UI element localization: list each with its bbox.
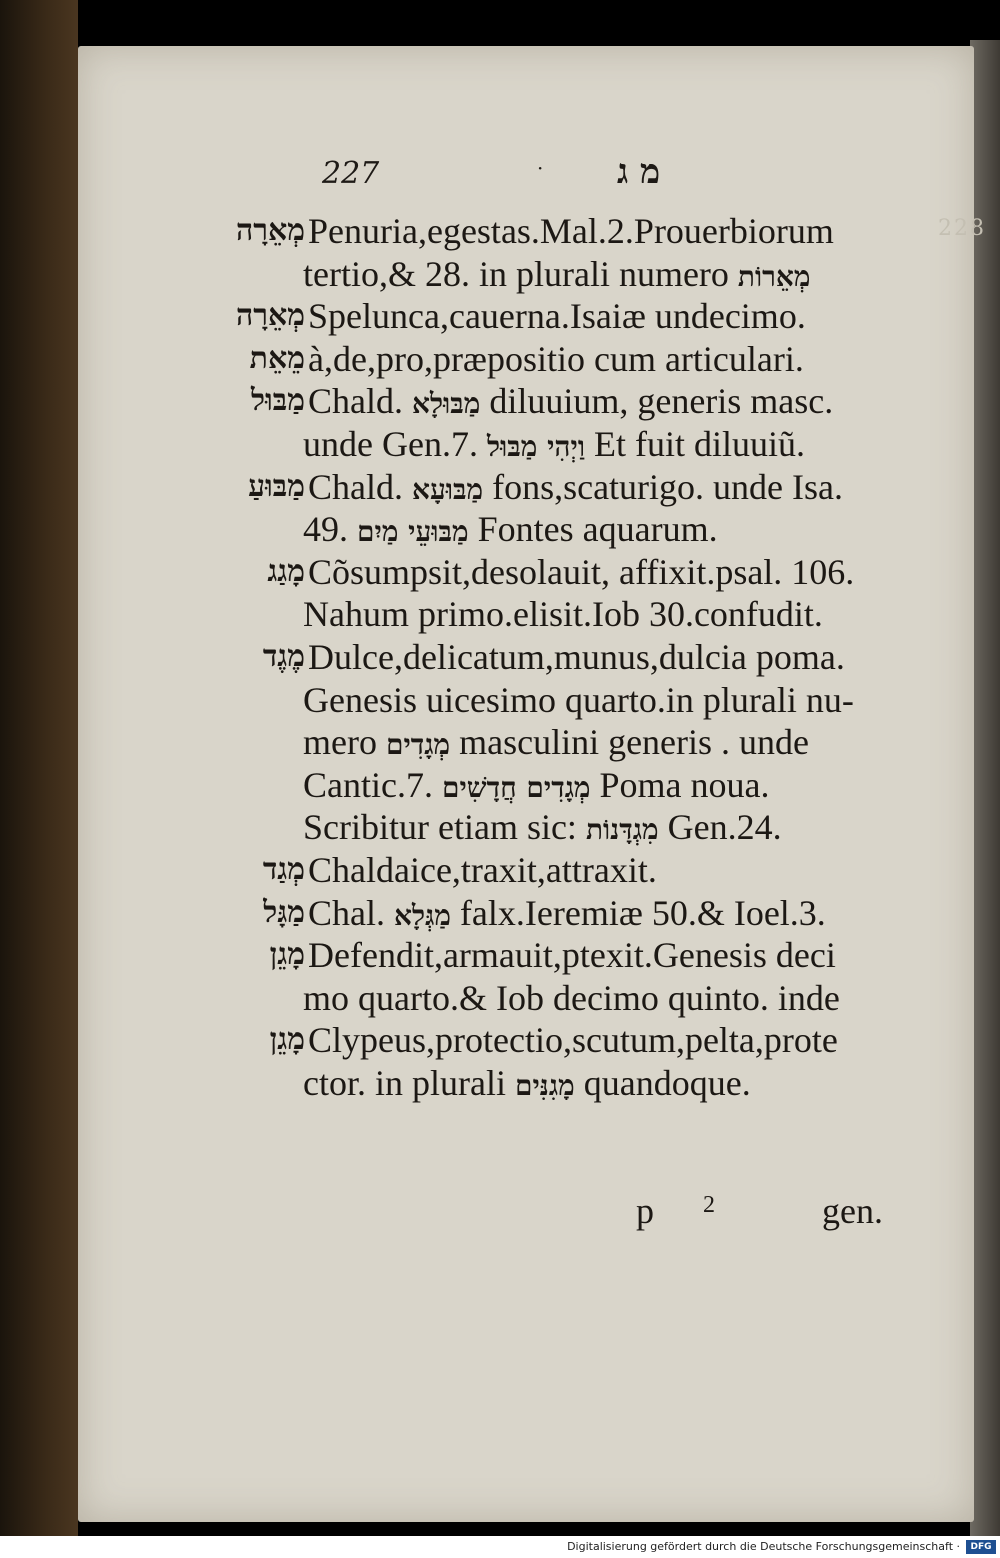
latin-gloss: Scribitur etiam sic: bbox=[303, 807, 586, 848]
footer-bar bbox=[0, 1536, 1000, 1558]
latin-gloss: à,de,pro,præpositio cum articulari. bbox=[308, 338, 804, 379]
latin-gloss-tail: Et fuit diluuiũ. bbox=[585, 423, 806, 464]
hebrew-headword: מָגֵן bbox=[269, 1022, 305, 1058]
entry-text bbox=[303, 423, 907, 469]
entry-text bbox=[308, 466, 908, 512]
latin-gloss: Cantic.7. bbox=[303, 764, 442, 805]
show-through-text: 228 bbox=[938, 216, 986, 241]
entry-text bbox=[303, 721, 907, 767]
entry-text bbox=[303, 977, 907, 1020]
entry-text bbox=[303, 593, 907, 636]
entry-continuation-line bbox=[0, 977, 1000, 1020]
hebrew-inline: מְגָדִים חֲדָשִׁים bbox=[441, 770, 591, 804]
latin-gloss: Spelunca,cauerna.Isaiæ undecimo. bbox=[308, 296, 806, 337]
entry-continuation-line bbox=[0, 253, 1000, 296]
entry-continuation-line bbox=[0, 679, 1000, 722]
hebrew-headword: מְאֵרָה bbox=[235, 213, 305, 248]
entry-text bbox=[308, 551, 908, 594]
hebrew-inline: מְאֵרוֹת bbox=[737, 259, 811, 293]
entry-continuation-line bbox=[0, 508, 1000, 551]
latin-gloss-tail: diluuium, generis masc. bbox=[480, 381, 834, 422]
latin-gloss: Penuria,egestas.Mal.2.Prouerbiorum bbox=[308, 211, 834, 251]
signature-number: 2 bbox=[703, 1192, 715, 1218]
latin-gloss: mero bbox=[303, 722, 386, 763]
entry-line bbox=[0, 295, 1000, 338]
entry-continuation-line bbox=[0, 423, 1000, 466]
entry-line bbox=[0, 380, 1000, 423]
latin-gloss: Clypeus,protectio,scutum,pelta,prote bbox=[308, 1020, 838, 1061]
entry-text bbox=[303, 764, 907, 810]
entry-text bbox=[308, 636, 908, 679]
entry-line bbox=[0, 466, 1000, 509]
latin-gloss-tail: Fontes aquarum. bbox=[468, 509, 718, 550]
page-header bbox=[0, 148, 1000, 198]
latin-gloss: Chaldaice,traxit,attraxit. bbox=[308, 849, 657, 890]
entry-line bbox=[0, 210, 1000, 253]
hebrew-headword: מָגֵן bbox=[269, 937, 305, 973]
entry-line bbox=[0, 551, 1000, 594]
hebrew-headword: מַגָּל bbox=[263, 894, 305, 930]
entry-text bbox=[308, 934, 908, 977]
hebrew-headword: מֵאֵת bbox=[249, 340, 305, 376]
entry-text bbox=[308, 210, 908, 253]
entry-text bbox=[308, 338, 908, 381]
entry-text bbox=[308, 1019, 908, 1062]
catchword: gen. bbox=[822, 1191, 883, 1231]
dfg-logo: DFG bbox=[966, 1540, 996, 1554]
latin-gloss: 49. bbox=[303, 509, 357, 550]
latin-gloss: ctor. in plurali bbox=[303, 1062, 515, 1103]
latin-gloss: unde Gen.7. bbox=[303, 423, 487, 464]
hebrew-headword: מַבּוּעַ bbox=[248, 468, 305, 504]
entry-line bbox=[0, 849, 1000, 892]
entry-line bbox=[0, 892, 1000, 935]
hebrew-inline: מַגְּלָא bbox=[394, 898, 451, 932]
latin-gloss-tail: quandoque. bbox=[574, 1062, 751, 1103]
hebrew-headword: מְגַד bbox=[262, 851, 305, 887]
latin-gloss-tail: masculini generis . unde bbox=[450, 722, 810, 763]
dictionary-entries bbox=[0, 210, 1000, 1104]
latin-gloss: Genesis uicesimo quarto.in plurali nu- bbox=[303, 679, 854, 720]
latin-gloss: Chald. bbox=[308, 466, 412, 507]
entry-line bbox=[0, 1019, 1000, 1062]
latin-gloss: Chal. bbox=[308, 892, 394, 933]
entry-text bbox=[308, 380, 908, 426]
latin-gloss: Cõsumpsit,desolauit, affixit.psal. 106. bbox=[308, 551, 855, 592]
hebrew-inline: מַבּוּעָא bbox=[412, 472, 484, 506]
latin-gloss: Dulce,delicatum,munus,dulcia poma. bbox=[308, 636, 845, 677]
hebrew-inline: מְגָדִים bbox=[385, 728, 451, 762]
latin-gloss: Nahum primo.elisit.Iob 30.confudit. bbox=[303, 594, 823, 635]
latin-gloss-tail: fons,scaturigo. unde Isa. bbox=[483, 466, 844, 507]
signature-letter: p bbox=[636, 1191, 654, 1231]
running-head: מ ג bbox=[617, 152, 661, 192]
latin-gloss: tertio,& 28. in plurali numero bbox=[303, 253, 738, 294]
entry-continuation-line bbox=[0, 764, 1000, 807]
entry-text bbox=[308, 892, 908, 938]
entry-text bbox=[303, 806, 907, 852]
entry-text bbox=[308, 295, 908, 338]
entry-line bbox=[0, 636, 1000, 679]
hebrew-inline: מָגִנִּים bbox=[514, 1068, 575, 1102]
entry-text bbox=[308, 849, 908, 892]
hebrew-headword: מַבּוּל bbox=[251, 383, 305, 419]
latin-gloss: Chald. bbox=[308, 381, 412, 422]
entry-text bbox=[303, 1062, 907, 1108]
signature-line bbox=[0, 1190, 1000, 1240]
entry-text bbox=[303, 253, 907, 299]
latin-gloss-tail: Gen.24. bbox=[658, 807, 782, 848]
entry-continuation-line bbox=[0, 1062, 1000, 1105]
hebrew-headword: מֶגֶד bbox=[262, 638, 305, 674]
entry-line bbox=[0, 338, 1000, 381]
entry-continuation-line bbox=[0, 721, 1000, 764]
hebrew-inline: מַבּוּלָא bbox=[412, 387, 481, 421]
latin-gloss-tail: Poma noua. bbox=[590, 764, 770, 805]
hebrew-headword: מְאֵרָה bbox=[235, 298, 305, 334]
entry-line bbox=[0, 934, 1000, 977]
hebrew-inline: וַיְהִי מַבּוּל bbox=[486, 429, 586, 463]
latin-gloss: mo quarto.& Iob decimo quinto. inde bbox=[303, 977, 840, 1018]
page-number: 227 bbox=[322, 156, 380, 191]
entry-continuation-line bbox=[0, 806, 1000, 849]
funding-credit: Digitalisierung gefördert durch die Deutsche Forschungsgemeinschaft · bbox=[567, 1540, 960, 1553]
hebrew-inline: מִגְדָּנוֹת bbox=[585, 813, 659, 847]
entry-text bbox=[303, 679, 907, 722]
header-dot: · bbox=[537, 156, 544, 180]
entry-text bbox=[303, 508, 907, 554]
hebrew-headword: מָגַג bbox=[267, 553, 305, 589]
hebrew-inline: מַבּוּעֵי מַיִם bbox=[357, 515, 469, 549]
entry-continuation-line bbox=[0, 593, 1000, 636]
latin-gloss-tail: falx.Ieremiæ 50.& Ioel.3. bbox=[450, 892, 826, 933]
latin-gloss: Defendit,armauit,ptexit.Genesis deci bbox=[308, 935, 836, 976]
